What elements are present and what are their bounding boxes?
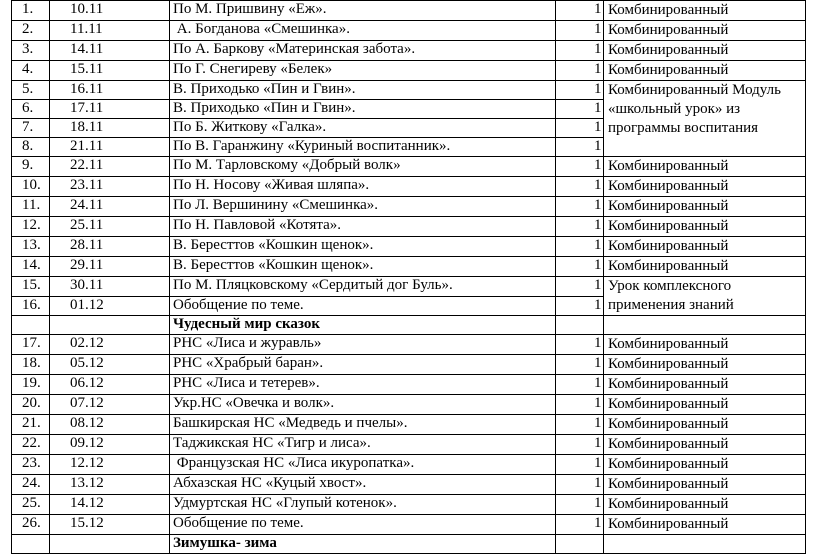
- row-date: 25.11: [50, 217, 170, 237]
- row-number: 8.: [12, 138, 50, 157]
- row-lesson-type: Комбинированный: [604, 395, 806, 415]
- row-hours: 1: [556, 335, 604, 355]
- row-lesson-type: Комбинированный: [604, 237, 806, 257]
- row-number: 4.: [12, 61, 50, 81]
- row-date: 02.12: [50, 335, 170, 355]
- row-lesson-type: Комбинированный Модуль «школьный урок» из программы воспитания: [604, 81, 806, 157]
- row-topic: А. Богданова «Смешинка».: [170, 21, 556, 41]
- row-lesson-type: Комбинированный: [604, 177, 806, 197]
- row-topic: Укр.НС «Овечка и волк».: [170, 395, 556, 415]
- table-row: [12, 475, 806, 495]
- empty-cell: [604, 316, 806, 335]
- row-topic: В. Приходько «Пин и Гвин».: [170, 100, 556, 119]
- row-topic: По М. Тарловскому «Добрый волк»: [170, 157, 556, 177]
- table-row: [12, 1, 806, 21]
- row-date: 06.12: [50, 375, 170, 395]
- row-hours: 1: [556, 197, 604, 217]
- row-number: 2.: [12, 21, 50, 41]
- row-number: 22.: [12, 435, 50, 455]
- table-row: [12, 375, 806, 395]
- row-hours: 1: [556, 177, 604, 197]
- row-hours: 1: [556, 1, 604, 21]
- row-topic: Таджикская НС «Тигр и лиса».: [170, 435, 556, 455]
- row-number: 23.: [12, 455, 50, 475]
- section-title: Чудесный мир сказок: [170, 316, 556, 335]
- row-hours: 1: [556, 119, 604, 138]
- row-hours: 1: [556, 157, 604, 177]
- section-row: [12, 316, 806, 335]
- row-number: 7.: [12, 119, 50, 138]
- row-hours: 1: [556, 415, 604, 435]
- row-topic: По Н. Павловой «Котята».: [170, 217, 556, 237]
- row-topic: По Б. Житкову «Галка».: [170, 119, 556, 138]
- row-date: 05.12: [50, 355, 170, 375]
- row-topic: РНС «Лиса и журавль»: [170, 335, 556, 355]
- table-row: [12, 355, 806, 375]
- row-hours: 1: [556, 495, 604, 515]
- row-lesson-type: Комбинированный: [604, 157, 806, 177]
- row-number: 25.: [12, 495, 50, 515]
- row-hours: 1: [556, 455, 604, 475]
- table-row: [12, 257, 806, 277]
- row-date: 12.12: [50, 455, 170, 475]
- row-date: 23.11: [50, 177, 170, 197]
- row-date: 29.11: [50, 257, 170, 277]
- row-date: 14.12: [50, 495, 170, 515]
- row-number: 1.: [12, 1, 50, 21]
- row-lesson-type: Комбинированный: [604, 375, 806, 395]
- row-number: 11.: [12, 197, 50, 217]
- row-date: 15.11: [50, 61, 170, 81]
- row-lesson-type: Комбинированный: [604, 435, 806, 455]
- row-date: 28.11: [50, 237, 170, 257]
- row-hours: 1: [556, 257, 604, 277]
- row-date: 18.11: [50, 119, 170, 138]
- table-row: [12, 237, 806, 257]
- row-date: 13.12: [50, 475, 170, 495]
- row-lesson-type: Комбинированный: [604, 257, 806, 277]
- table-row: [12, 157, 806, 177]
- row-lesson-type: Комбинированный: [604, 21, 806, 41]
- row-number: 14.: [12, 257, 50, 277]
- table-row: [12, 277, 806, 297]
- row-hours: 1: [556, 395, 604, 415]
- row-number: 18.: [12, 355, 50, 375]
- row-lesson-type: Комбинированный: [604, 335, 806, 355]
- row-lesson-type: Комбинированный: [604, 455, 806, 475]
- row-hours: 1: [556, 277, 604, 297]
- row-topic: Башкирская НС «Медведь и пчелы».: [170, 415, 556, 435]
- section-title: Зимушка- зима: [170, 535, 556, 554]
- row-hours: 1: [556, 375, 604, 395]
- row-number: 16.: [12, 296, 50, 316]
- row-topic: По М. Пляцковскому «Сердитый дог Буль».: [170, 277, 556, 297]
- row-date: 15.12: [50, 515, 170, 535]
- table-row: [12, 515, 806, 535]
- row-lesson-type: Урок комплексного применения знаний: [604, 277, 806, 316]
- row-date: 16.11: [50, 81, 170, 100]
- table-row: [12, 415, 806, 435]
- table-row: [12, 197, 806, 217]
- row-date: 10.11: [50, 1, 170, 21]
- section-row: [12, 535, 806, 554]
- row-topic: РНС «Лиса и тетерев».: [170, 375, 556, 395]
- row-date: 24.11: [50, 197, 170, 217]
- table-row: [12, 455, 806, 475]
- row-number: 12.: [12, 217, 50, 237]
- row-hours: 1: [556, 296, 604, 316]
- row-hours: 1: [556, 237, 604, 257]
- row-number: 24.: [12, 475, 50, 495]
- empty-cell: [12, 316, 50, 335]
- row-hours: 1: [556, 100, 604, 119]
- empty-cell: [50, 316, 170, 335]
- lesson-plan-table: [11, 0, 806, 554]
- row-lesson-type: Комбинированный: [604, 495, 806, 515]
- row-lesson-type: Комбинированный: [604, 475, 806, 495]
- table-row: [12, 435, 806, 455]
- row-date: 21.11: [50, 138, 170, 157]
- table-row: [12, 41, 806, 61]
- row-topic: Абхазская НС «Куцый хвост».: [170, 475, 556, 495]
- row-number: 3.: [12, 41, 50, 61]
- row-topic: По Н. Носову «Живая шляпа».: [170, 177, 556, 197]
- row-topic: По Г. Снегиреву «Белек»: [170, 61, 556, 81]
- row-topic: В. Приходько «Пин и Гвин».: [170, 81, 556, 100]
- row-hours: 1: [556, 41, 604, 61]
- row-topic: По А. Баркову «Материнская забота».: [170, 41, 556, 61]
- table-row: [12, 335, 806, 355]
- row-number: 15.: [12, 277, 50, 297]
- row-number: 17.: [12, 335, 50, 355]
- row-number: 9.: [12, 157, 50, 177]
- row-topic: По В. Гаранжину «Куриный воспитанник».: [170, 138, 556, 157]
- row-date: 09.12: [50, 435, 170, 455]
- row-lesson-type: Комбинированный: [604, 515, 806, 535]
- empty-cell: [50, 535, 170, 554]
- table-row: [12, 217, 806, 237]
- table-row: [12, 177, 806, 197]
- row-topic: Обобщение по теме.: [170, 296, 556, 316]
- empty-cell: [12, 535, 50, 554]
- empty-cell: [556, 535, 604, 554]
- row-date: 08.12: [50, 415, 170, 435]
- table-row: [12, 21, 806, 41]
- row-lesson-type: Комбинированный: [604, 1, 806, 21]
- row-date: 22.11: [50, 157, 170, 177]
- table-row: [12, 495, 806, 515]
- row-number: 20.: [12, 395, 50, 415]
- table-row: [12, 61, 806, 81]
- row-topic: По М. Пришвину «Еж».: [170, 1, 556, 21]
- row-hours: 1: [556, 515, 604, 535]
- table-row: [12, 81, 806, 100]
- row-date: 30.11: [50, 277, 170, 297]
- row-number: 21.: [12, 415, 50, 435]
- row-topic: РНС «Храбрый баран».: [170, 355, 556, 375]
- row-lesson-type: Комбинированный: [604, 415, 806, 435]
- row-hours: 1: [556, 217, 604, 237]
- row-number: 13.: [12, 237, 50, 257]
- row-number: 19.: [12, 375, 50, 395]
- row-hours: 1: [556, 138, 604, 157]
- row-number: 10.: [12, 177, 50, 197]
- row-topic: Французская НС «Лиса икуропатка».: [170, 455, 556, 475]
- row-lesson-type: Комбинированный: [604, 217, 806, 237]
- row-number: 6.: [12, 100, 50, 119]
- row-topic: Удмуртская НС «Глупый котенок».: [170, 495, 556, 515]
- table-row: [12, 395, 806, 415]
- row-lesson-type: Комбинированный: [604, 41, 806, 61]
- row-hours: 1: [556, 475, 604, 495]
- row-lesson-type: Комбинированный: [604, 61, 806, 81]
- row-topic: В. Бересттов «Кошкин щенок».: [170, 257, 556, 277]
- row-number: 5.: [12, 81, 50, 100]
- row-hours: 1: [556, 81, 604, 100]
- row-topic: По Л. Вершинину «Смешинка».: [170, 197, 556, 217]
- row-hours: 1: [556, 435, 604, 455]
- row-date: 14.11: [50, 41, 170, 61]
- row-hours: 1: [556, 61, 604, 81]
- row-topic: Обобщение по теме.: [170, 515, 556, 535]
- row-hours: 1: [556, 21, 604, 41]
- row-number: 26.: [12, 515, 50, 535]
- empty-cell: [604, 535, 806, 554]
- row-lesson-type: Комбинированный: [604, 355, 806, 375]
- row-hours: 1: [556, 355, 604, 375]
- row-date: 07.12: [50, 395, 170, 415]
- row-topic: В. Бересттов «Кошкин щенок».: [170, 237, 556, 257]
- row-lesson-type: Комбинированный: [604, 197, 806, 217]
- row-date: 01.12: [50, 296, 170, 316]
- row-date: 11.11: [50, 21, 170, 41]
- row-date: 17.11: [50, 100, 170, 119]
- empty-cell: [556, 316, 604, 335]
